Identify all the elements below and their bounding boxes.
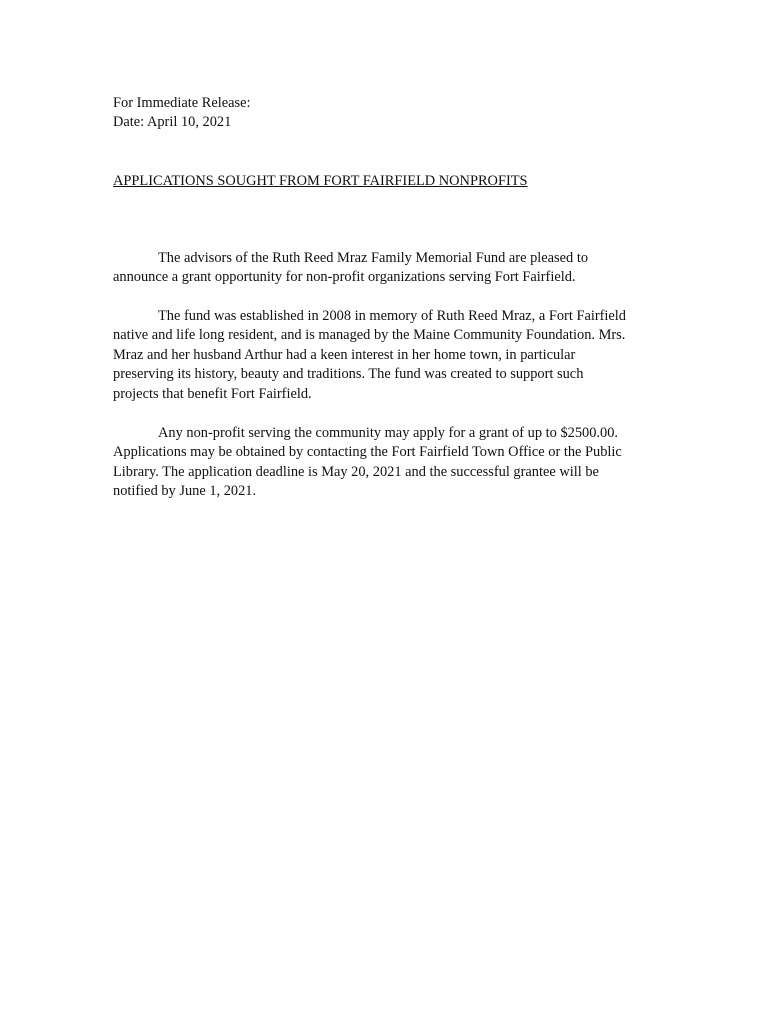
release-header <box>113 94 658 133</box>
release-status: For Immediate Release: <box>113 95 251 111</box>
paragraph-line: notified by June 1, 2021. <box>113 483 257 500</box>
paragraph-line: announce a grant opportunity for non-profit organizations serving Fort Fairfield. <box>113 269 576 286</box>
paragraph-line: Any non-profit serving the community may apply for a grant of up to $2500.00. <box>158 425 619 441</box>
paragraph-line: The fund was established in 2008 in memory of Ruth Reed Mraz, a Fort Fairfield <box>158 308 626 324</box>
paragraph-line: projects that benefit Fort Fairfield. <box>113 385 312 402</box>
paragraph-line: The advisors of the Ruth Reed Mraz Family Memorial Fund are pleased to <box>158 250 589 266</box>
paragraph-fund-history <box>113 307 658 404</box>
paragraph-line: preserving its history, beauty and traditions. The fund was created to support such <box>113 366 584 383</box>
paragraph-application-details <box>113 424 658 502</box>
paragraph-grant-announcement <box>113 249 658 288</box>
paragraph-line: Mraz and her husband Arthur had a keen interest in her home town, in particular <box>113 346 576 363</box>
paragraph-line: Library. The application deadline is May 20, 2021 and the successful grantee will be <box>113 463 599 480</box>
paragraph-line: Applications may be obtained by contacting the Fort Fairfield Town Office or the Public <box>113 444 622 461</box>
release-date: Date: April 10, 2021 <box>113 114 232 131</box>
press-release-headline: APPLICATIONS SOUGHT FROM FORT FAIRFIELD NONPROFITS <box>113 173 528 189</box>
paragraph-line: native and life long resident, and is managed by the Maine Community Foundation. Mrs. <box>113 327 626 344</box>
